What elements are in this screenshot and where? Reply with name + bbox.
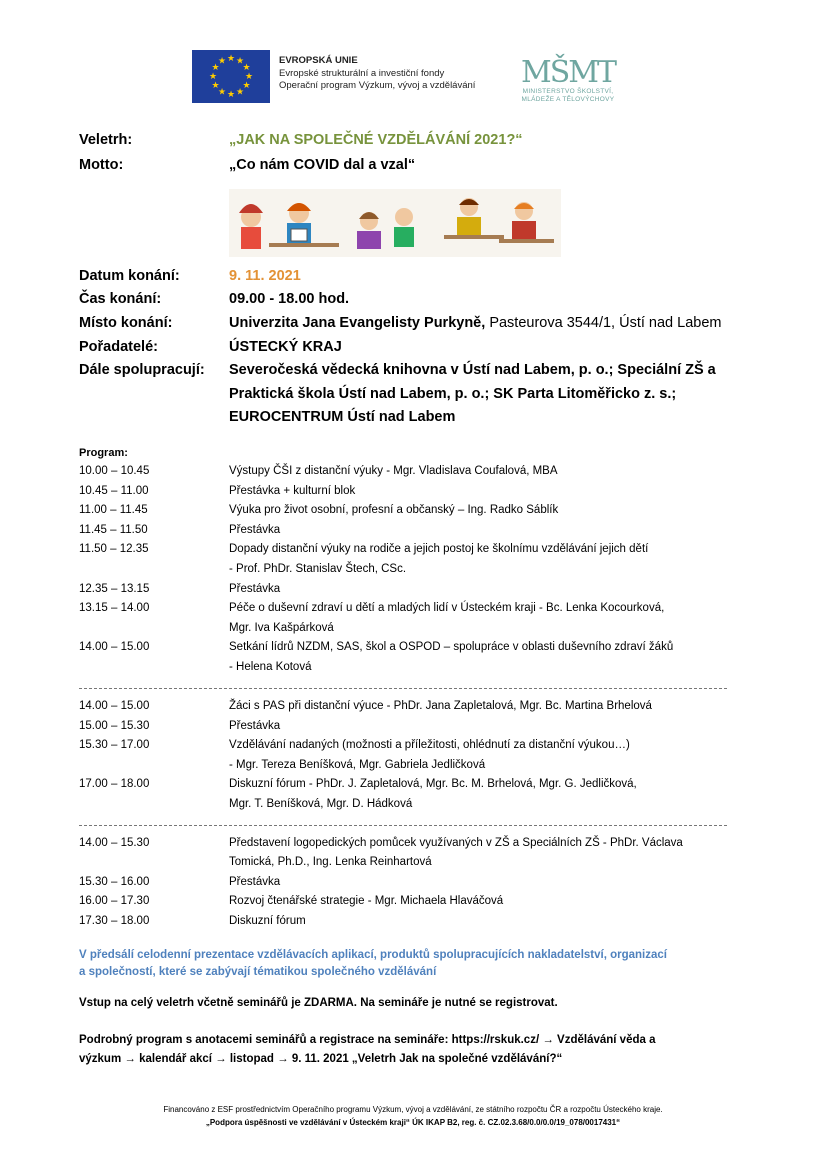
schedule-item-cont: - Mgr. Tereza Beníšková, Mgr. Gabriela Jedličková xyxy=(229,759,486,771)
eu-title: EVROPSKÁ UNIE xyxy=(279,55,358,66)
place-address: Pasteurova 3544/1, Ústí nad Labem xyxy=(489,315,722,331)
svg-text:★: ★ xyxy=(235,87,245,98)
schedule-item: Výstupy ČŠI z distanční výuky - Mgr. Vladislava Coufalová, MBA xyxy=(229,465,558,477)
schedule-item: Dopady distanční výuky na rodiče a jejich postoj ke školnímu vzdělávání jejich dětí xyxy=(229,543,649,555)
section-divider xyxy=(79,825,727,826)
schedule-item-cont: Mgr. T. Beníšková, Mgr. D. Hádková xyxy=(229,798,413,810)
details-line1: Podrobný program s anotacemi seminářů a registrace na semináře: https://rskuk.cz/ → Vzdělávání věda a xyxy=(79,1034,656,1046)
schedule-time: 14.00 – 15.30 xyxy=(79,837,150,849)
cooperate-label: Dále spolupracují: xyxy=(79,362,205,378)
fair-label: Veletrh: xyxy=(79,132,133,148)
children-illustration xyxy=(229,189,561,257)
schedule-item: Diskuzní fórum xyxy=(229,915,306,927)
msmt-logo-text xyxy=(513,88,623,103)
footer-funding: Financováno z ESF prostřednictvím Operačního programu Výzkum, vývoj a vzdělávání, ze státního rozpočtu ČR a rozpočtu Ústeckého kraje. xyxy=(163,1105,663,1114)
schedule-time: 10.00 – 10.45 xyxy=(79,465,150,477)
msmt-line1: MINISTERSTVO ŠKOLSTVÍ, xyxy=(522,88,614,95)
svg-text:★: ★ xyxy=(211,63,220,73)
date-value: 9. 11. 2021 xyxy=(229,268,301,284)
presentation-note-line2: a společností, které se zabývají tématikou společného vzdělávání xyxy=(79,966,437,978)
date-label: Datum konání: xyxy=(79,268,180,284)
schedule-time: 16.00 – 17.30 xyxy=(79,895,150,907)
schedule-time: 15.30 – 16.00 xyxy=(79,876,150,888)
schedule-item-cont: Mgr. Iva Kašpárková xyxy=(229,622,334,634)
eu-program: Operační program Výzkum, vývoj a vzdělávání xyxy=(279,80,476,91)
schedule-item: Žáci s PAS při distanční výuce - PhDr. Jana Zapletalová, Mgr. Bc. Martina Brhelová xyxy=(229,700,652,712)
svg-text:★: ★ xyxy=(242,63,251,73)
svg-text:★: ★ xyxy=(235,56,245,67)
place-value xyxy=(229,315,721,331)
footer-project: „Podpora úspěšnosti ve vzdělávání v Ústeckém kraji“ ÚK IKAP B2, reg. č. CZ.02.3.68/0.0/0.0/19_078/0017431“ xyxy=(205,1118,621,1127)
free-entry-note: Vstup na celý veletrh včetně seminářů je ZDARMA. Na semináře je nutné se registrovat. xyxy=(79,997,558,1009)
details-line2: výzkum → kalendář akcí → listopad → 9. 11. 2021 „Veletrh Jak na společné vzdělávání?“ xyxy=(79,1053,563,1065)
fair-title: „JAK NA SPOLEČNÉ VZDĚLÁVÁNÍ 2021?“ xyxy=(229,132,523,148)
schedule-item: Diskuzní fórum - PhDr. J. Zapletalová, Mgr. Bc. M. Brhelová, Mgr. G. Jedličková, xyxy=(229,778,637,790)
schedule-time: 13.15 – 14.00 xyxy=(79,602,150,614)
schedule-item: Přestávka xyxy=(229,583,281,595)
svg-text:★: ★ xyxy=(226,54,236,64)
schedule-item-cont: Tomická, Ph.D., Ing. Lenka Reinhartová xyxy=(229,856,432,868)
schedule-time: 10.45 – 11.00 xyxy=(79,485,149,497)
schedule-item: Péče o duševní zdraví u dětí a mladých lidí v Ústeckém kraji - Bc. Lenka Kocourková, xyxy=(229,602,665,614)
schedule-time: 17.00 – 18.00 xyxy=(79,778,150,790)
schedule-item: Přestávka xyxy=(229,524,281,536)
svg-text:★: ★ xyxy=(244,72,254,82)
place-university: Univerzita Jana Evangelisty Purkyně, xyxy=(229,315,486,331)
schedule-item-cont: - Prof. PhDr. Stanislav Štech, CSc. xyxy=(229,563,407,575)
place-label: Místo konání: xyxy=(79,315,173,331)
program-title: Program: xyxy=(79,447,128,459)
schedule-time: 11.50 – 12.35 xyxy=(79,543,149,555)
svg-text:★: ★ xyxy=(217,87,227,98)
svg-text:★: ★ xyxy=(208,72,218,82)
svg-text:★: ★ xyxy=(242,81,251,91)
schedule-item: Setkání lídrů NZDM, SAS, škol a OSPOD – spolupráce v oblasti duševního zdraví žáků xyxy=(229,641,674,653)
presentation-note xyxy=(79,947,728,981)
cooperate-line3: EUROCENTRUM Ústí nad Labem xyxy=(229,409,456,425)
schedule-time: 15.00 – 15.30 xyxy=(79,720,150,732)
msmt-monogram: MŠMT xyxy=(521,55,615,88)
schedule-item: Vzdělávání nadaných (možnosti a příležitosti, ohlédnutí za distanční výukou…) xyxy=(229,739,630,751)
schedule-item: Výuka pro život osobní, profesní a občanský – Ing. Radko Sáblík xyxy=(229,504,559,516)
schedule-time: 14.00 – 15.00 xyxy=(79,700,150,712)
eu-logo-text xyxy=(279,55,475,93)
schedule-time: 11.45 – 11.50 xyxy=(79,524,148,536)
schedule-item: Přestávka xyxy=(229,876,281,888)
cooperate-line2: Praktická škola Ústí nad Labem, p. o.; SK Parta Litoměřicko z. s.; xyxy=(229,386,677,402)
svg-text:★: ★ xyxy=(226,90,236,100)
svg-text:★: ★ xyxy=(211,81,220,91)
schedule-item: Představení logopedických pomůcek využívaných v ZŠ a Speciálních ZŠ - PhDr. Václava xyxy=(229,837,683,849)
schedule-item: Přestávka + kulturní blok xyxy=(229,485,356,497)
svg-text:★: ★ xyxy=(217,56,227,67)
schedule-time: 17.30 – 18.00 xyxy=(79,915,150,927)
schedule-item-cont: - Helena Kotová xyxy=(229,661,312,673)
schedule-time: 15.30 – 17.00 xyxy=(79,739,150,751)
schedule-item: Přestávka xyxy=(229,720,281,732)
schedule-item: Rozvoj čtenářské strategie - Mgr. Michaela Hlaváčová xyxy=(229,895,504,907)
time-value: 09.00 - 18.00 hod. xyxy=(229,291,350,307)
schedule-time: 11.00 – 11.45 xyxy=(79,504,148,516)
organizers-value: ÚSTECKÝ KRAJ xyxy=(229,339,342,355)
schedule-time: 14.00 – 15.00 xyxy=(79,641,150,653)
eu-stars-icon xyxy=(192,50,270,103)
presentation-note-line1: V předsálí celodenní prezentace vzdělávacích aplikací, produktů spolupracujících nakladatelství, organizací xyxy=(79,949,667,961)
time-label: Čas konání: xyxy=(79,291,162,307)
msmt-line2: MLÁDEŽE A TĚLOVÝCHOVY xyxy=(521,95,615,103)
motto-value: „Co nám COVID dal a vzal“ xyxy=(229,157,416,173)
schedule-time: 12.35 – 13.15 xyxy=(79,583,150,595)
section-divider xyxy=(79,688,727,689)
eu-flag-logo xyxy=(192,50,270,103)
cooperate-line1: Severočeská vědecká knihovna v Ústí nad Labem, p. o.; Speciální ZŠ a xyxy=(229,362,716,378)
organizers-label: Pořadatelé: xyxy=(79,339,158,355)
eu-funds: Evropské strukturální a investiční fondy xyxy=(279,67,445,79)
motto-label: Motto: xyxy=(79,157,124,173)
